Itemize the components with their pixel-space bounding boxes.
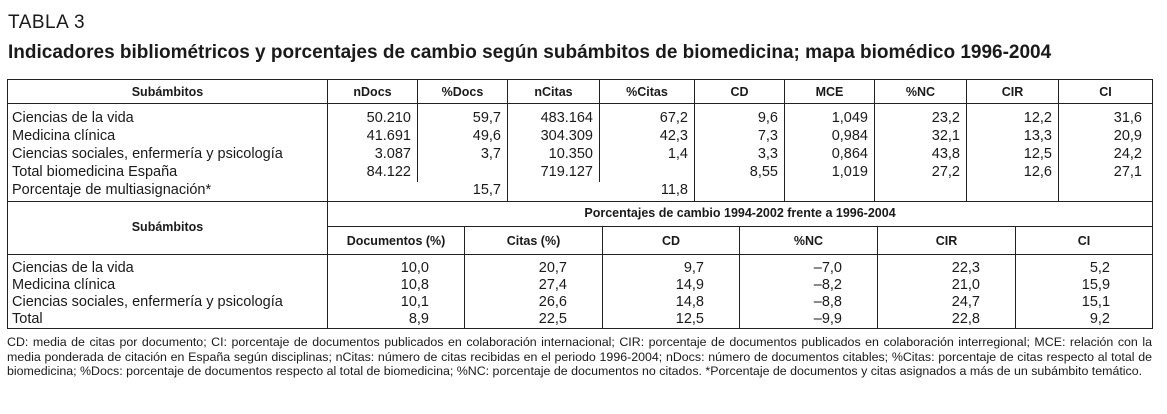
cell: 9,2 [1089, 311, 1111, 327]
header-pct-nc: %NC [875, 80, 967, 104]
cell: 67,2 [600, 104, 695, 129]
header-subambitos: Subámbitos [8, 200, 328, 255]
header-cd: CD [603, 227, 740, 255]
cell: 15,9 [1081, 277, 1111, 293]
cell: 7,3 [695, 128, 785, 146]
cell: 14,9 [603, 277, 740, 294]
indicators-table [7, 79, 1153, 202]
cell: 9,6 [695, 104, 785, 129]
table-footnote: CD: media de citas por documento; CI: porcentaje de documentos publicados en colaboración internacional; CIR: porcentaje de documentos publicados en colaboración interregional; MCE: relación con la media ponderada de citación en España según disciplinas; nCitas: número de citas recibidas en el periodo 1996-2004; nDocs: número de documentos citables; %Citas: porcentaje de citas respecto al total de biomedicina; %Docs: porcentaje de documentos respecto al total de biomedicina; %NC: porcentaje de documentos no citados. *Porcentaje de documentos y citas asignados a más de un subámbito temático. [7, 335, 1152, 378]
cell: 22,8 [878, 311, 1016, 329]
header-pct-docs: %Docs [418, 80, 508, 104]
header-pct-nc: %NC [740, 227, 878, 255]
cell: 0,864 [785, 146, 875, 164]
header-subambitos: Subámbitos [8, 80, 328, 104]
cell: –7,0 [740, 255, 878, 278]
cell: 11,8 [508, 182, 695, 202]
group-header: Porcentajes de cambio 1994-2002 frente a 1996-2004 [328, 200, 1153, 227]
cell [785, 182, 875, 202]
cell: 304.309 [508, 128, 600, 146]
cell: 27,4 [465, 277, 603, 294]
cell: 10,1 [328, 294, 465, 311]
cell: 15,1 [1081, 294, 1111, 310]
row-name: Ciencias de la vida [8, 104, 328, 129]
table-row [8, 128, 1153, 146]
cell: 32,1 [875, 128, 967, 146]
table-row [8, 294, 1153, 311]
cell: 1,049 [785, 104, 875, 129]
cell: 50.210 [328, 104, 418, 129]
cell: 8,55 [695, 164, 785, 182]
header-ndocs: nDocs [328, 80, 418, 104]
table-title: Indicadores bibliométricos y porcentajes de cambio según subámbitos de biomedicina; mapa biomédico 1996-2004 [8, 42, 1052, 63]
cell: 84.122 [328, 164, 418, 182]
cell: 1,019 [785, 164, 875, 182]
cell [1059, 182, 1153, 202]
cell: 12,5 [603, 311, 740, 329]
cell: 10,8 [328, 277, 465, 294]
cell: 22,3 [878, 255, 1016, 278]
table-row [8, 255, 1153, 278]
cell: 1,4 [600, 146, 695, 164]
header-citas: Citas (%) [465, 227, 603, 255]
cell: 31,6 [1113, 110, 1142, 126]
table-label: TABLA 3 [8, 12, 86, 33]
row-name: Ciencias sociales, enfermería y psicología [8, 146, 328, 164]
header-ci: CI [1016, 227, 1153, 255]
cell: 21,0 [878, 277, 1016, 294]
header-cir: CIR [967, 80, 1059, 104]
cell: 3,3 [695, 146, 785, 164]
cell: 43,8 [875, 146, 967, 164]
cell: 12,2 [967, 104, 1059, 129]
table-row [8, 277, 1153, 294]
row-name: Ciencias de la vida [8, 255, 328, 278]
cell: 5,2 [1089, 260, 1111, 276]
cell: 9,7 [603, 255, 740, 278]
row-name: Medicina clínica [8, 128, 328, 146]
cell: 24,2 [1113, 146, 1142, 162]
cell [875, 182, 967, 202]
cell: 8,9 [328, 311, 465, 329]
table-row [8, 164, 1153, 182]
header-ci: CI [1059, 80, 1153, 104]
cell [695, 182, 785, 202]
header-cir: CIR [878, 227, 1016, 255]
cell: –8,8 [740, 294, 878, 311]
header-ncitas: nCitas [508, 80, 600, 104]
cell [418, 164, 508, 182]
cell: 27,1 [1113, 164, 1142, 180]
cell: 24,7 [878, 294, 1016, 311]
cell [967, 182, 1059, 202]
header-pct-citas: %Citas [600, 80, 695, 104]
table-row [8, 104, 1153, 129]
row-name: Total [8, 311, 328, 329]
cell: 22,5 [465, 311, 603, 329]
cell: 3,7 [418, 146, 508, 164]
cell: 59,7 [418, 104, 508, 129]
cell: 12,5 [967, 146, 1059, 164]
cell: –8,2 [740, 277, 878, 294]
row-name: Porcentaje de multiasignación* [8, 182, 328, 202]
table-row-multiasignacion [8, 182, 1153, 202]
cell: 10,0 [328, 255, 465, 278]
cell: 20,7 [465, 255, 603, 278]
cell: 41.691 [328, 128, 418, 146]
cell: 15,7 [328, 182, 508, 202]
cell: 14,8 [603, 294, 740, 311]
header-cd: CD [695, 80, 785, 104]
change-table [7, 200, 1153, 329]
header-documentos: Documentos (%) [328, 227, 465, 255]
cell: 3.087 [328, 146, 418, 164]
cell: 719.127 [508, 164, 600, 182]
table-row [8, 311, 1153, 329]
row-name: Ciencias sociales, enfermería y psicología [8, 294, 328, 311]
cell: 42,3 [600, 128, 695, 146]
cell: 27,2 [875, 164, 967, 182]
cell: 49,6 [418, 128, 508, 146]
cell: 20,9 [1113, 128, 1142, 144]
cell: –9,9 [740, 311, 878, 329]
cell: 483.164 [508, 104, 600, 129]
cell: 0,984 [785, 128, 875, 146]
cell: 23,2 [875, 104, 967, 129]
cell: 12,6 [967, 164, 1059, 182]
cell: 13,3 [967, 128, 1059, 146]
cell: 10.350 [508, 146, 600, 164]
table-row [8, 146, 1153, 164]
cell [600, 164, 695, 182]
header-mce: MCE [785, 80, 875, 104]
row-name: Total biomedicina España [8, 164, 328, 182]
cell: 26,6 [465, 294, 603, 311]
row-name: Medicina clínica [8, 277, 328, 294]
